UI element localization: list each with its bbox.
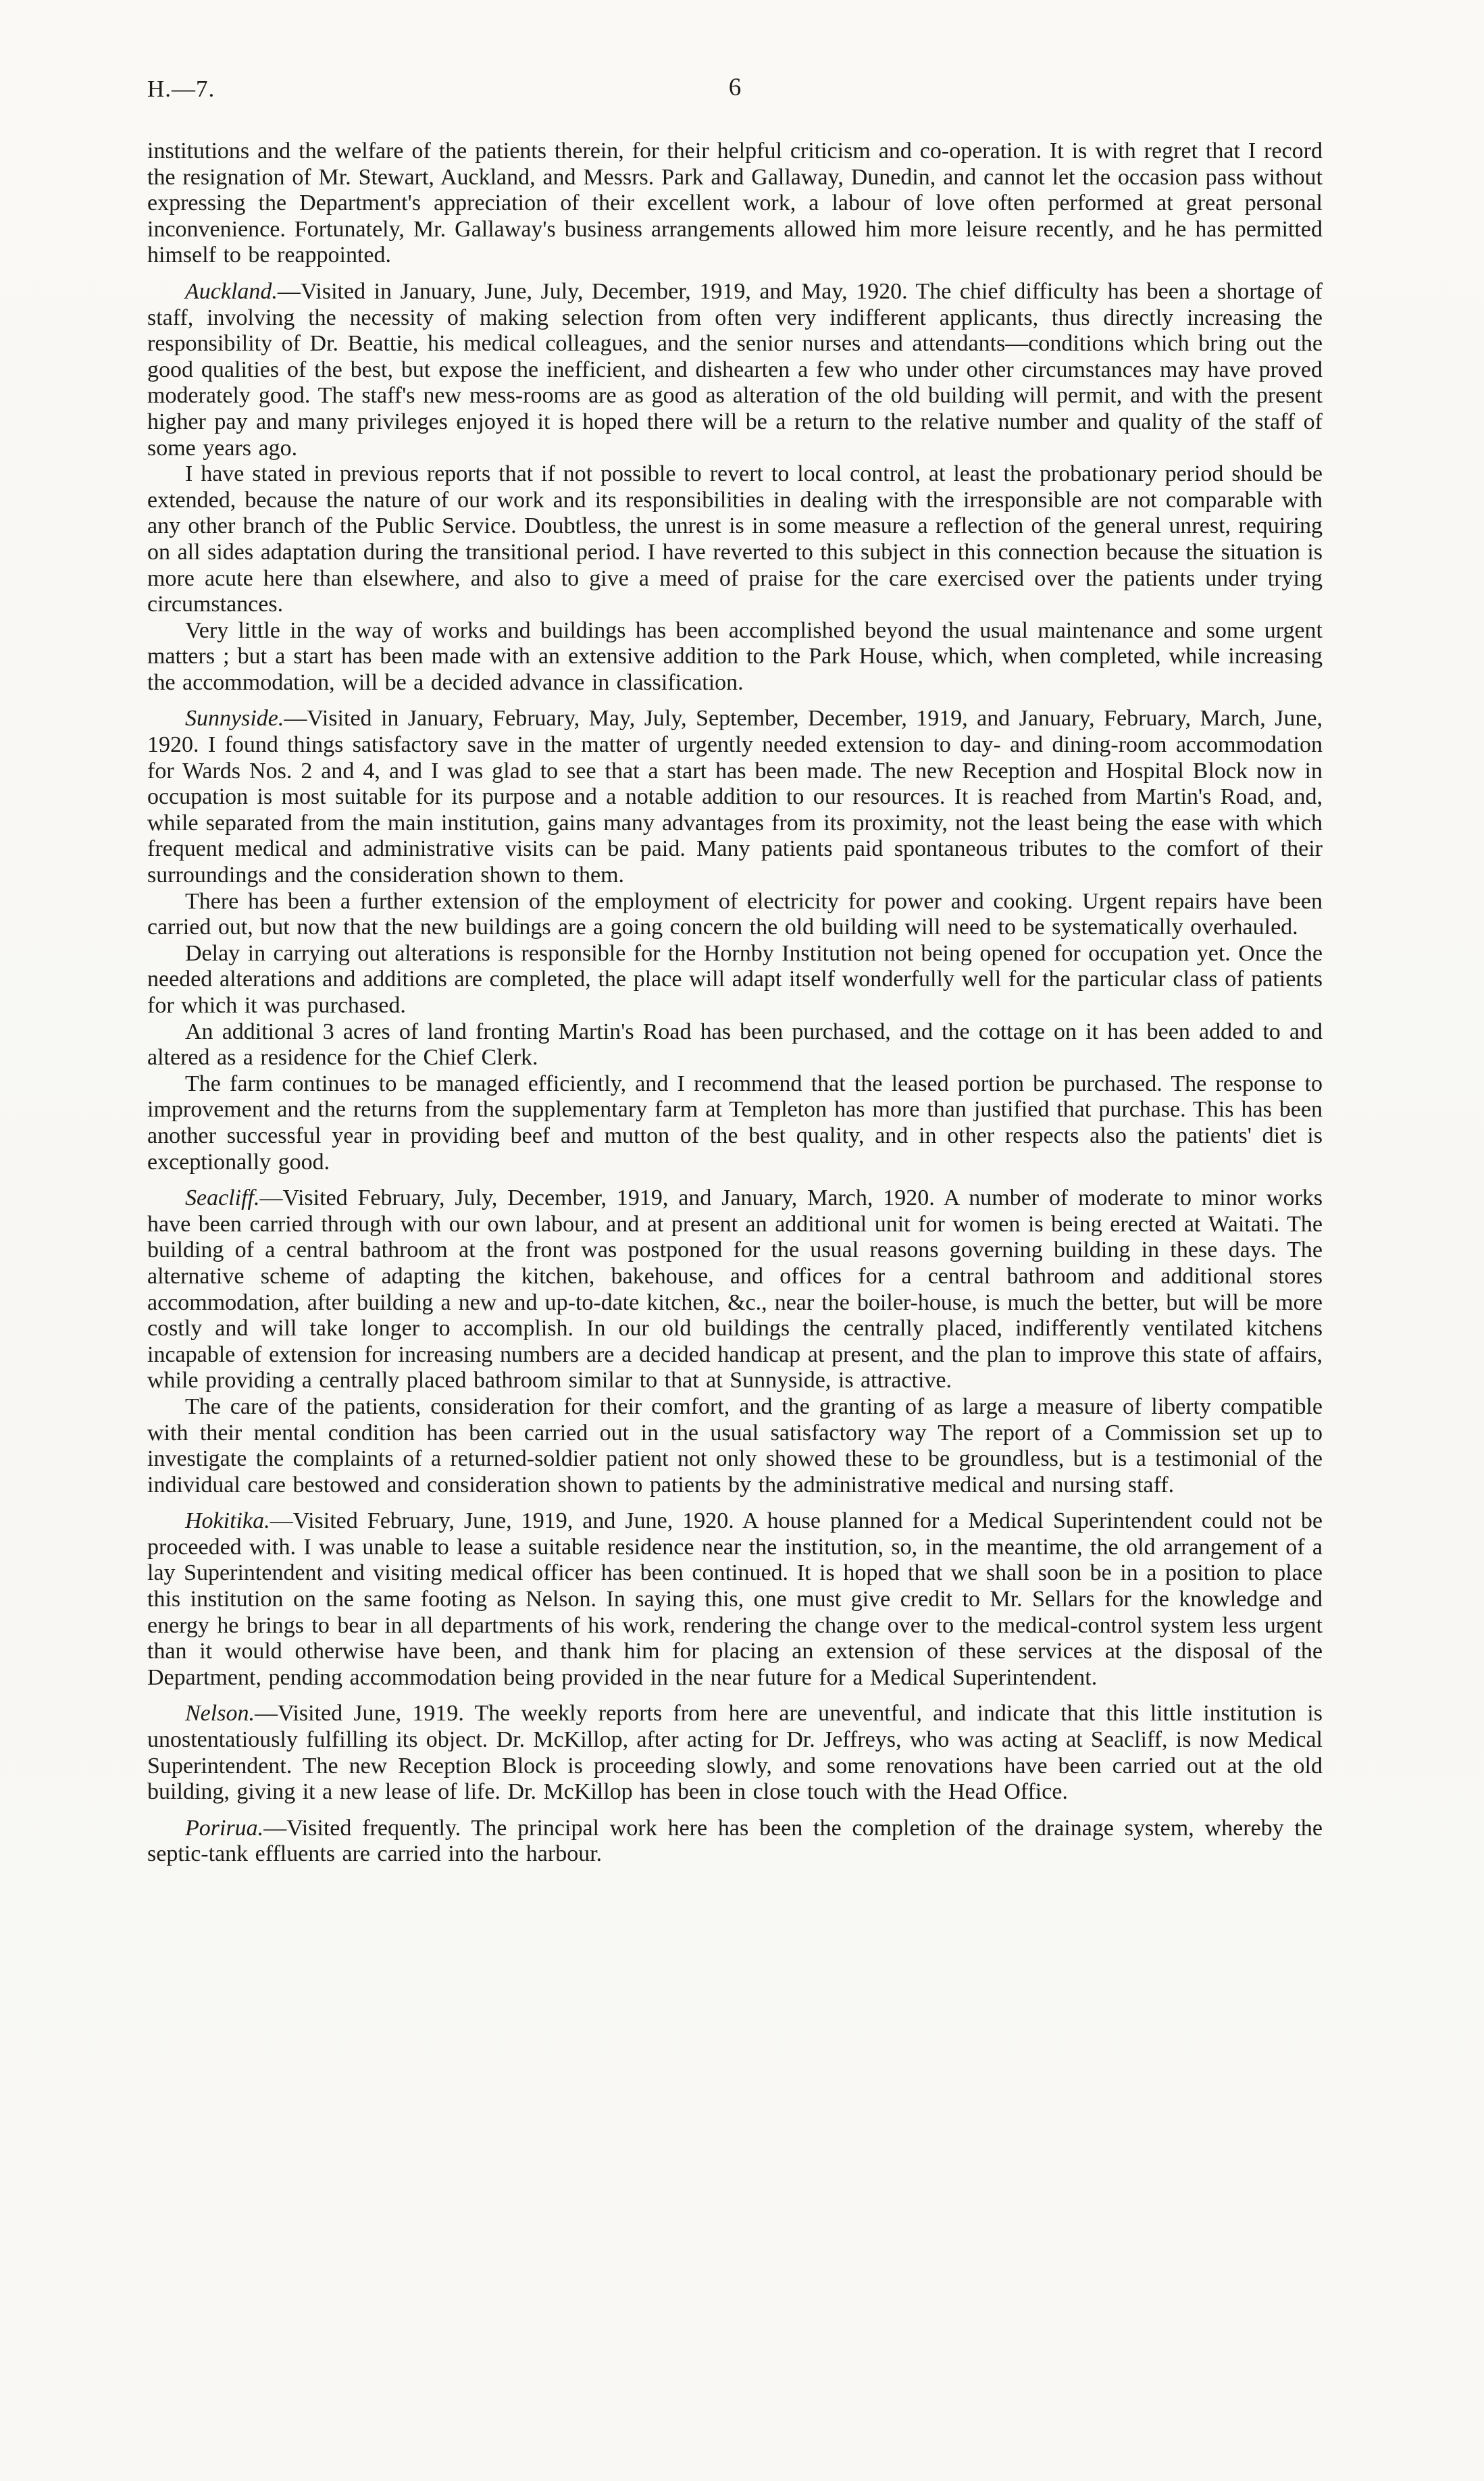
section-name-seacliff: Seacliff. bbox=[185, 1185, 260, 1211]
section-name-hokitika: Hokitika. bbox=[185, 1508, 270, 1534]
paragraph-previous-reports: I have stated in previous reports that if not possible to revert to local control, at least the probationary period should be extended, because the nature of our work and its responsibilities in dealing with the irresponsible are not comparable with any other branch of the Public Service. Doubtless, the unrest is in some measure a reflection of the general unrest, requiring on all sides adaptation during the transitional period. I have reverted to this subject in this connection because the situation is more acute here than elsewhere, and also to give a meed of praise for the care exercised over the patients under trying circumstances. bbox=[147, 461, 1323, 617]
paragraph-text: —Visited in January, February, May, July, September, December, 1919, and January, February, March, June, 1920. I found things satisfactory save in the matter of urgently needed extension to day- and dining-room accommodation for Wards Nos. 2 and 4, and I was glad to see that a start has been made. The new Reception and Hospital Block now in occupation is most suitable for its purpose and a notable addition to our resources. It is reached from Martin's Road, and, while separated from the main institution, gains many advantages from its proximity, not the least being the ease with which frequent medical and administrative visits can be paid. Many patients paid spontaneous tributes to the comfort of their surroundings and the consideration shown to them. bbox=[147, 706, 1323, 888]
paragraph-farm: The farm continues to be managed efficiently, and I recommend that the leased portion be purchased. The response to improvement and the returns from the supplementary farm at Templeton has more than justified that purchase. This has been another successful year in providing beef and mutton of the best quality, and in other respects also the patients' diet is exceptionally good. bbox=[147, 1071, 1323, 1175]
page-header bbox=[147, 76, 1323, 109]
paragraph-sunnyside bbox=[147, 706, 1323, 888]
section-name-sunnyside: Sunnyside. bbox=[185, 706, 284, 732]
paragraph-text: —Visited June, 1919. The weekly reports from here are uneventful, and indicate that this little institution is unostentatiously fulfilling its object. Dr. McKillop, after acting for Dr. Jeffreys, who was acting at Seacliff, is now Medical Superintendent. The new Reception Block is proceeding slowly, and some renovations have been carried out at the old building, giving it a new lease of life. Dr. McKillop has been in close touch with the Head Office. bbox=[147, 1701, 1323, 1805]
paragraph-text: —Visited February, June, 1919, and June, 1920. A house planned for a Medical Superintendent could not be proceeded with. I was unable to lease a suitable residence near the institution, so, in the meantime, the old arrangement of a lay Superintendent and visiting medical officer has been continued. It is hoped that we shall soon be in a position to place this institution on the same footing as Nelson. In saying this, one must give credit to Mr. Sellars for the knowledge and energy he brings to bear in all departments of his work, rendering the change over to the medical-control system less urgent than it would otherwise have been, and thank him for placing an extension of these services at the disposal of the Department, pending accommodation being provided in the near future for a Medical Superintendent. bbox=[147, 1508, 1323, 1690]
paragraph-text: —Visited in January, June, July, December, 1919, and May, 1920. The chief difficulty has been a shortage of staff, involving the necessity of making selection from often very indifferent applicants, thus directly increasing the responsibility of Dr. Beattie, his medical colleagues, and the senior nurses and attendants—conditions which bring out the good qualities of the best, but expose the inefficient, and dishearten a few who under other circumstances may have proved moderately good. The staff's new mess-rooms are as good as alteration of the old building will permit, and with the present higher pay and many privileges enjoyed it is hoped there will be a return to the relative number and quality of the staff of some years ago. bbox=[147, 278, 1323, 461]
paragraph-works-buildings: Very little in the way of works and buildings has been accomplished beyond the usual maintenance and some urgent matters ; but a start has been made with an extensive addition to the Park House, which, when completed, while increasing the accommodation, will be a decided advance in classification. bbox=[147, 617, 1323, 695]
paragraph-land-purchase: An additional 3 acres of land fronting Martin's Road has been purchased, and the cottage on it has been added to and altered as a residence for the Chief Clerk. bbox=[147, 1019, 1323, 1071]
paragraph-hokitika bbox=[147, 1508, 1323, 1691]
page-number: 6 bbox=[728, 74, 742, 101]
paragraph-hornby: Delay in carrying out alterations is responsible for the Hornby Institution not being opened for occupation yet. Once the needed alterations and additions are completed, the place will adapt itself wonderfully well for the particular class of patients for which it was purchased. bbox=[147, 940, 1323, 1018]
paragraph-seacliff bbox=[147, 1185, 1323, 1394]
section-name-auckland: Auckland. bbox=[185, 278, 278, 304]
paragraph-electricity: There has been a further extension of the employment of electricity for power and cooking. Urgent repairs have been carried out, but now that the new buildings are a going concern the old building will need to be systematically overhauled. bbox=[147, 888, 1323, 940]
paragraph-continuation: institutions and the welfare of the patients therein, for their helpful criticism and co-operation. It is with regret that I record the resignation of Mr. Stewart, Auckland, and Messrs. Park and Gallaway, Dunedin, and cannot let the occasion pass without expressing the Department's appreciation of their excellent work, a labour of love often performed at great personal inconvenience. Fortunately, Mr. Gallaway's business arrangements allowed him more leisure recently, and he has permitted himself to be reappointed. bbox=[147, 138, 1323, 268]
paragraph-nelson bbox=[147, 1701, 1323, 1805]
paragraph-porirua bbox=[147, 1816, 1323, 1868]
report-body bbox=[147, 138, 1323, 1868]
section-name-porirua: Porirua. bbox=[185, 1815, 264, 1841]
paragraph-text: —Visited frequently. The principal work here has been the completion of the drainage system, whereby the septic-tank effluents are carried into the harbour. bbox=[147, 1815, 1323, 1867]
paragraph-auckland bbox=[147, 279, 1323, 461]
section-name-nelson: Nelson. bbox=[185, 1701, 255, 1727]
paragraph-patient-care: The care of the patients, consideration for their comfort, and the granting of as large a measure of liberty compatible with their mental condition has been carried out in the usual satisfactory way The report of a Commission set up to investigate the complaints of a returned-soldier patient not only showed these to be groundless, but is a testimonial of the individual care bestowed and consideration shown to patients by the administrative medical and nursing staff. bbox=[147, 1393, 1323, 1498]
paragraph-text: —Visited February, July, December, 1919, and January, March, 1920. A number of moderate to minor works have been carried through with our own labour, and at present an additional unit for women is being erected at Waitati. The building of a central bathroom at the front was postponed for the usual reasons governing building in these days. The alternative scheme of adapting the kitchen, bakehouse, and offices for a central bathroom and additional stores accommodation, after building a new and up-to-date kitchen, &c., near the boiler-house, is much the better, but will be more costly and will take longer to accomplish. In our old buildings the centrally placed, indifferently ventilated kitchens incapable of extension for increasing numbers are a decided handicap at present, and the plan to improve this state of affairs, while providing a centrally placed bathroom similar to that at Sunnyside, is attractive. bbox=[147, 1185, 1323, 1393]
document-reference: H.—7. bbox=[147, 76, 215, 102]
